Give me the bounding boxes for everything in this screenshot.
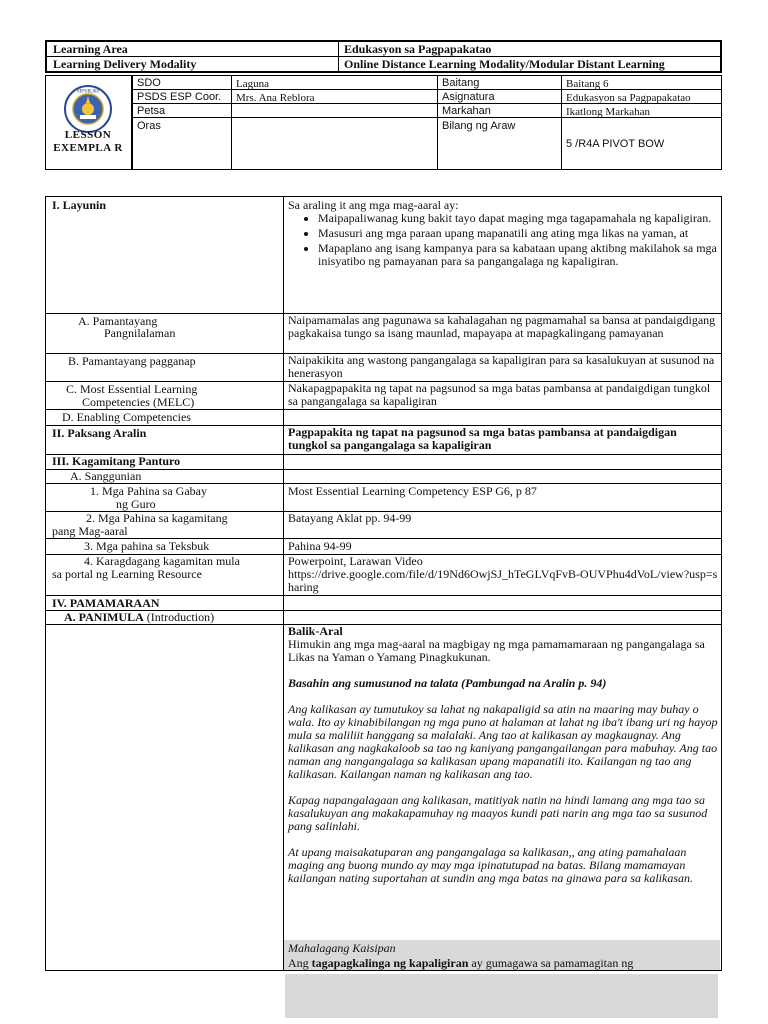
last-pre: Ang <box>288 956 312 970</box>
baitang-value: Baitang 6 <box>566 78 609 90</box>
coor-label: PSDS ESP Coor. <box>137 91 222 103</box>
pamantayang-pagganap-label: B. Pamantayang pagganap <box>68 354 196 368</box>
coor-value: Mrs. Ana Reblora <box>236 92 315 104</box>
paragraph-3: At upang maisakatuparan ang pangangalaga sa kalikasan,, ang ating pamahalaan maging ang buong mundo ay may mga ipinatutupad na batas. Bilang mamamayan kailangan nating suportahan at sundin ang mga batas na ginawa para sa kalikasan. <box>288 845 694 885</box>
bilang-label: Bilang ng Araw <box>442 120 516 132</box>
pamantayang-pangnilalaman-value: Naipamamalas ang pagunawa sa kahalagahan ng pagmamahal sa bansa at pandaigdigang pagkakaisa tungo sa isang maunlad, mapayapa at mapagkalingang pamayanan <box>288 313 716 340</box>
last-post: ay gumagawa sa pamamagitan ng <box>468 956 634 970</box>
kagamitang-panturo-label: III. Kagamitang Panturo <box>52 454 181 468</box>
paragraph-1: Ang kalikasan ay tumutukoy sa lahat ng nakapaligid sa atin na maaring may buhay o wala. Ito ay kinabibilangan ng mga puno at halaman at lahat ng iba't ibang uri ng hayop mula sa maliliit hanggang sa malalaki. Ang tao at kalikasan ay magkaugnay. Ang kalikasan ang nagkakaloob sa tao ng kaniyang pangangailangan para mabuhay. Ang tao naman ang nangangalaga sa kalikasan upang mapanatili ito. Kailangan ng tao ang kalikasan. Kailangan naman ng kalikasan ang tao. <box>288 702 718 781</box>
logo-cell <box>45 75 132 170</box>
petsa-label: Petsa <box>137 105 166 117</box>
sdo-label: SDO <box>137 77 161 89</box>
balik-aral-heading: Balik-Aral <box>288 624 343 638</box>
layunin-intro: Sa araling it ang mga mag-aaral ay: <box>288 198 459 212</box>
balik-aral-text: Himukin ang mga mag-aaral na magbigay ng mga pamamamaraan ng pangangalaga sa Likas na Yaman o Yamang Pinagkukunan. <box>288 637 705 664</box>
resource-link[interactable]: https://drive.google.com/file/d/19Nd6OwjSJ_hTeGLVqFvB-OUVPhu4dVoL/view?usp=sharing <box>288 567 718 594</box>
lesson-table <box>45 196 722 971</box>
markahan-value: Ikatlong Markahan <box>566 106 650 118</box>
learning-area-value: Edukasyon sa Pagpapakatao <box>344 42 492 56</box>
layunin-item: • Masusuri ang mga paraan upang mapanatili ang ating mga likas na yaman, at <box>318 227 718 240</box>
karagdagang-value <box>288 555 718 594</box>
paksang-aralin-label: II. Paksang Aralin <box>52 426 147 440</box>
last-bold: tagapagkalinga ng kapaligiran <box>311 956 469 970</box>
mahalagang-kaisipan-heading: Mahalagang Kaisipan <box>288 941 396 955</box>
layunin-label: I. Layunin <box>52 198 107 212</box>
pamantayang-pangnilalaman-label-2: Pangnilalaman <box>104 326 176 340</box>
sdo-value: Laguna <box>236 78 269 90</box>
shaded-continuation <box>285 974 718 1018</box>
pamantayang-pangnilalaman-label: A. Pamantayang <box>78 314 158 328</box>
gabay-label: 1. Mga Pahina sa Gabay <box>90 484 207 498</box>
panimula-bold: A. PANIMULA <box>64 610 144 624</box>
karagdagang-label-2: sa portal ng Learning Resource <box>52 567 202 581</box>
mahalagang-kaisipan-text <box>288 957 633 970</box>
modality-label: Learning Delivery Modality <box>53 57 197 71</box>
asignatura-value: Edukasyon sa Pagpapakatao <box>566 92 691 104</box>
layunin-list <box>288 212 718 268</box>
modality-value: Online Distance Learning Modality/Modular Distant Learning <box>344 57 665 71</box>
sanggunian-label: A. Sanggunian <box>70 469 142 483</box>
kagamitang-pang-label-2: pang Mag-aaral <box>52 524 128 538</box>
enabling-competencies-label: D. Enabling Competencies <box>62 410 191 424</box>
panimula-content <box>288 625 720 885</box>
bilang-value: 5 /R4A PIVOT BOW <box>566 138 665 150</box>
melc-value: Nakapagpapakita ng tapat na pagsunod sa mga batas pambansa at pandaigdigan tungkol sa pangangalaga sa kapaligiran <box>288 381 711 408</box>
pamantayang-pagganap-value: Naipakikita ang wastong pangangalaga sa kapaligiran para sa kasalukuyan at susunod na henerasyon <box>288 353 715 380</box>
gabay-label-2: ng Guro <box>116 497 156 511</box>
panimula-label <box>64 611 214 624</box>
markahan-label: Markahan <box>442 105 491 117</box>
teksbuk-label: 3. Mga pahina sa Teksbuk <box>84 539 210 553</box>
info-table <box>132 75 722 170</box>
paksang-aralin-value: Pagpapakita ng tapat na pagsunod sa mga batas pambansa at pandaigdigan tungkol sa pangangalaga sa kapaligiran <box>288 425 677 452</box>
layunin-item: • Maipapaliwanag kung bakit tayo dapat maging mga tagapamahala ng kapaligiran. <box>318 212 718 225</box>
lesson-exemplar-title: LESSON EXEMPLA R <box>53 129 123 154</box>
teksbuk-value: Pahina 94-99 <box>288 539 352 553</box>
oras-label: Oras <box>137 120 161 132</box>
kagamitang-pang-label: 2. Mga Pahina sa kagamitang <box>86 511 228 525</box>
karagdagang-materials: Powerpoint, Larawan Video <box>288 554 423 568</box>
panimula-rest: (Introduction) <box>143 610 215 624</box>
baitang-label: Baitang <box>442 77 480 89</box>
deped-seal-icon <box>64 85 112 133</box>
mahalagang-kaisipan-box <box>284 940 720 970</box>
svg-text:REPUBLIKA: REPUBLIKA <box>76 88 100 94</box>
header-table <box>45 40 722 73</box>
gabay-value: Most Essential Learning Competency ESP G6, p 87 <box>288 484 537 498</box>
melc-label-2: Competencies (MELC) <box>82 395 195 409</box>
kagamitang-pang-value: Batayang Aklat pp. 94-99 <box>288 511 412 525</box>
learning-area-label: Learning Area <box>53 42 128 56</box>
pamamaraan-label: IV. PAMAMARAAN <box>52 596 160 610</box>
layunin-item: • Mapaplano ang isang kampanya para sa kabataan upang aktibng makilahok sa mga inisyatibo ng pamayanan para sa pangangalaga ng kapaligiran. <box>318 242 718 268</box>
melc-label: C. Most Essential Learning <box>66 382 198 396</box>
karagdagang-label: 4. Karagdagang kagamitan mula <box>84 554 240 568</box>
asignatura-label: Asignatura <box>442 91 495 103</box>
paragraph-2: Kapag napangalagaan ang kalikasan, matitiyak natin na hindi lamang ang mga tao sa kasalukuyan ang makakapamuhay ng maayos kundi pati narin ang mga tao sa susunod pang salinlahi. <box>288 793 708 833</box>
layunin-content <box>288 199 718 270</box>
basahin-heading: Basahin ang sumusunod na talata (Pambungad na Aralin p. 94) <box>288 676 607 690</box>
